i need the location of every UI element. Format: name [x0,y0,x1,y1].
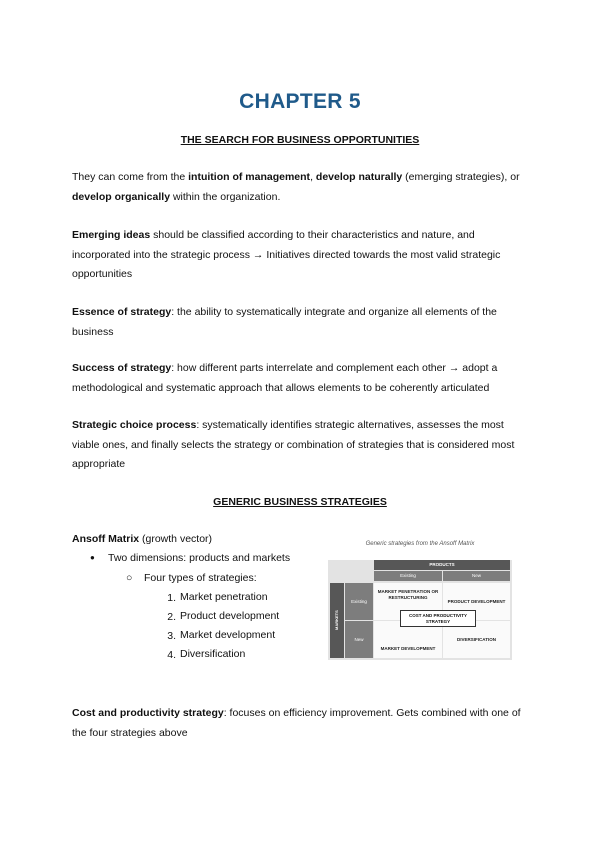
paragraph-cost-productivity [72,704,532,743]
paragraph-essence [72,303,532,342]
paragraph-success [72,359,532,398]
section-heading-opportunities: THE SEARCH FOR BUSINESS OPPORTUNITIES [180,134,420,146]
cell-market-development: MARKET DEVELOPMENT [374,621,442,658]
text-run: : systematically identifies strategic alternatives, assesses the most viable ones, and finally selects the strategy or combination of strategies that is considered most appropriate [72,419,515,470]
sub-bullet-icon: ○ [126,572,133,584]
cell-diversification: DIVERSIFICATION [443,621,510,658]
text-run: : how different parts interrelate and complement each other → adopt a methodological and systematic approach that allows elements to be coherently articulated [72,362,498,394]
text-run: , [310,171,316,183]
text-run: : focuses on efficiency improvement. Gets combined with one of the four strategies above [72,707,521,739]
list-item: Market development [180,629,276,641]
list-number: 4. [167,649,176,661]
text-run: within the organization. [170,190,281,203]
list-item: Diversification [180,648,246,660]
bold-term: Emerging ideas [72,229,151,241]
bullet-dimensions: Two dimensions: products and markets [108,552,291,564]
bold-term: develop organically [72,190,171,203]
figure-caption: Generic strategies from the Ansoff Matrix [365,541,475,547]
text-run: (growth vector) [139,533,213,545]
new-markets-header: New [345,621,373,658]
ansoff-matrix-figure [328,536,512,660]
bold-term: intuition of management [188,171,311,183]
bold-term: Ansoff Matrix [72,533,140,545]
bold-term: Success of strategy [72,362,172,374]
products-header: PRODUCTS [374,560,510,570]
list-number: 2. [167,611,176,623]
bold-term: develop naturally [315,171,403,183]
bold-term: Strategic choice process [72,419,197,431]
chapter-title: CHAPTER 5 [239,90,361,113]
cost-productivity-box: COST AND PRODUCTIVITY STRATEGY [400,610,476,627]
paragraph-emerging-ideas [72,226,532,285]
list-item: Market penetration [180,591,268,603]
text-run: They can come from the [72,171,189,183]
list-item: Product development [180,610,280,622]
paragraph-sources [72,168,532,207]
new-products-header: New [443,571,510,581]
list-number: 3. [167,630,176,642]
cell-market-penetration: MARKET PENETRATION OR RESTRUCTURING [374,583,442,620]
text-run: : the ability to systematically integrate and organize all elements of the business [72,306,497,338]
sub-bullet-types: Four types of strategies: [144,572,257,584]
paragraph-strategic-choice [72,416,532,475]
bold-term: Essence of strategy [72,306,172,318]
cell-product-development: PRODUCT DEVELOPMENT [443,583,510,620]
existing-products-header: Existing [374,571,442,581]
text-run: (emerging strategies), or [402,171,520,183]
matrix-grid [328,560,512,660]
section-heading-generic: GENERIC BUSINESS STRATEGIES [213,496,387,508]
list-number: 1. [167,592,176,604]
bullet-icon: ● [90,553,95,562]
text-run: should be classified according to their characteristics and nature, and incorporated into the strategic process → Initiatives directed towards the most valid strategic opportunities [72,229,501,280]
bold-term: Cost and productivity strategy [72,707,224,719]
markets-header: MARKETS [330,583,344,658]
existing-markets-header: Existing [345,583,373,620]
ansoff-title [72,530,212,549]
